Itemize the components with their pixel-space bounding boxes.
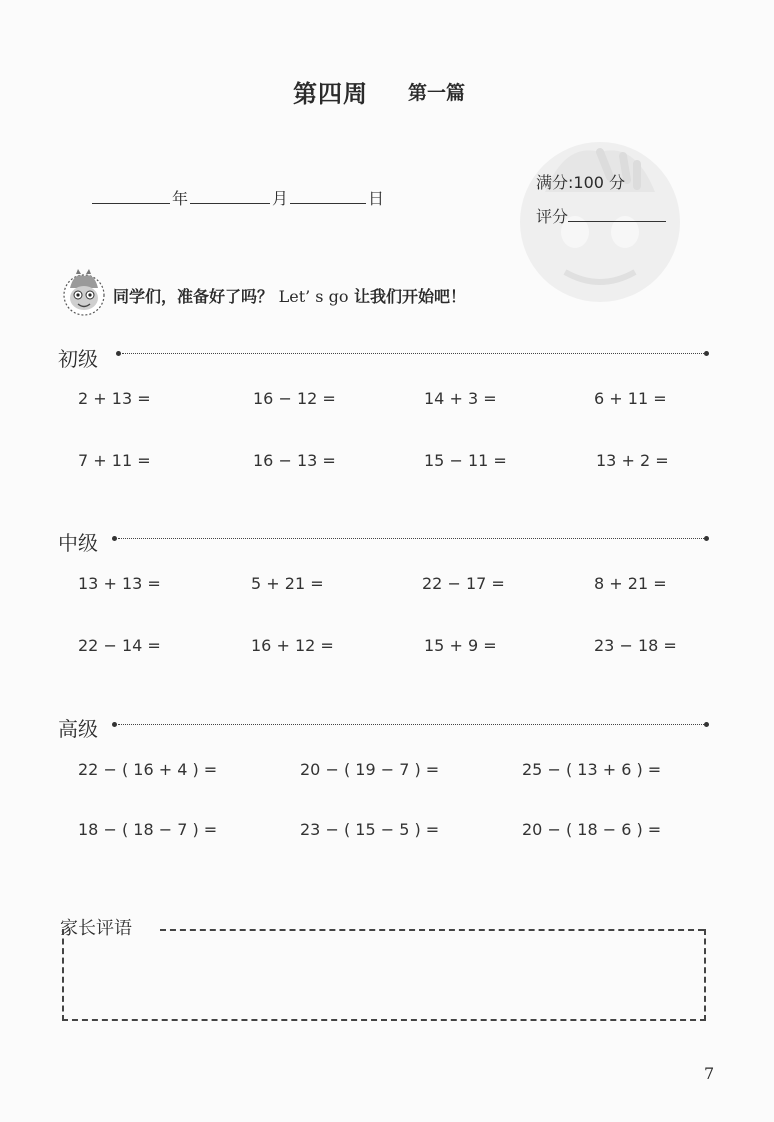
problem: 22 − 17 = — [422, 574, 505, 593]
page-subtitle: 第一篇 — [408, 82, 466, 104]
level-line-end — [704, 536, 709, 541]
date-row — [92, 186, 386, 209]
problem: 20 − ( 18 − 6 ) = — [522, 820, 662, 839]
level-line-start — [116, 351, 121, 356]
problem: 23 − ( 15 − 5 ) = — [300, 820, 440, 839]
greeting-english: Let’ s go — [278, 287, 349, 306]
problem: 13 + 2 = — [596, 451, 669, 470]
problem: 15 + 9 = — [424, 636, 497, 655]
full-score-label: 满分 — [536, 173, 569, 192]
problem: 13 + 13 = — [78, 574, 161, 593]
problem: 15 − 11 = — [424, 451, 507, 470]
level-line-end — [704, 351, 709, 356]
page-number: 7 — [704, 1064, 715, 1083]
level-title-beginner: 初级 — [58, 347, 98, 371]
problem: 25 − ( 13 + 6 ) = — [522, 760, 662, 779]
level-divider — [118, 538, 704, 539]
score-label: 评分 — [536, 207, 569, 226]
score-blank[interactable] — [568, 207, 666, 222]
problem: 8 + 21 = — [594, 574, 667, 593]
problem: 6 + 11 = — [594, 389, 667, 408]
score-field — [536, 204, 666, 227]
problem: 7 + 11 = — [78, 451, 151, 470]
month-blank[interactable] — [190, 187, 270, 204]
problem: 20 − ( 19 − 7 ) = — [300, 760, 440, 779]
problem: 16 − 13 = — [253, 451, 336, 470]
level-title-intermediate: 中级 — [58, 531, 98, 555]
mascot-avatar-icon — [62, 268, 106, 318]
greeting-part1: 同学们，准备好了吗？ — [113, 287, 274, 306]
problem: 14 + 3 = — [424, 389, 497, 408]
day-blank[interactable] — [290, 187, 366, 204]
level-line-end — [704, 722, 709, 727]
problem: 22 − ( 16 + 4 ) = — [78, 760, 218, 779]
level-line-start — [112, 722, 117, 727]
full-score-colon: : — [568, 173, 574, 192]
year-blank[interactable] — [92, 187, 170, 204]
page-title: 第四周 — [293, 80, 368, 108]
full-score-value: 100 分 — [573, 173, 626, 192]
level-line-start — [112, 536, 117, 541]
problem: 18 − ( 18 − 7 ) = — [78, 820, 218, 839]
greeting-text — [113, 284, 466, 307]
level-divider — [122, 353, 704, 354]
level-divider — [118, 724, 704, 725]
parent-comment-label: 家长评语 — [60, 918, 132, 939]
level-title-advanced: 高级 — [58, 717, 98, 741]
problem: 23 − 18 = — [594, 636, 677, 655]
problem: 16 − 12 = — [253, 389, 336, 408]
day-label: 日 — [368, 189, 385, 208]
problem: 22 − 14 = — [78, 636, 161, 655]
problem: 5 + 21 = — [251, 574, 324, 593]
parent-comment-box[interactable] — [62, 929, 706, 1021]
month-label: 月 — [272, 189, 289, 208]
full-score — [536, 170, 625, 193]
problem: 16 + 12 = — [251, 636, 334, 655]
greeting-part2: 让我们开始吧！ — [354, 287, 467, 306]
year-label: 年 — [172, 189, 189, 208]
problem: 2 + 13 = — [78, 389, 151, 408]
